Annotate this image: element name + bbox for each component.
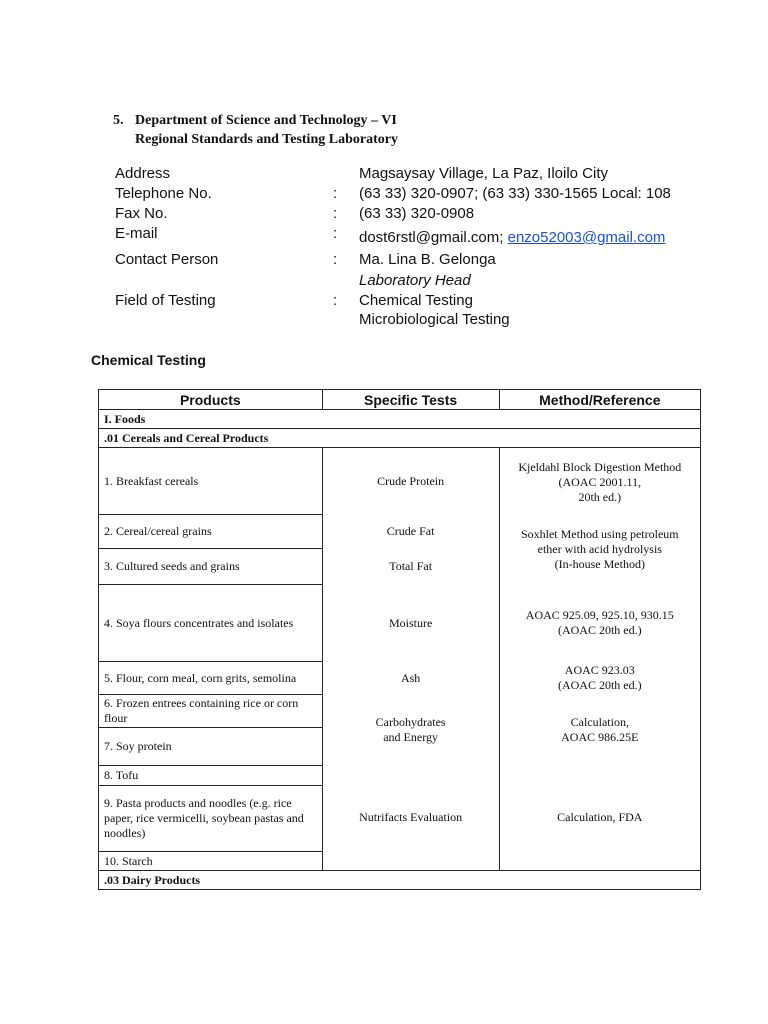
email-value (359, 229, 665, 246)
telephone-colon: : (333, 185, 338, 202)
field-label: Field of Testing (115, 292, 216, 309)
lab-heading (113, 111, 398, 149)
heading-line2: Regional Standards and Testing Laboratory (135, 132, 398, 147)
product-cell: 7. Soy protein (99, 728, 323, 766)
table-row (99, 766, 701, 786)
contact-name: Ma. Lina B. Gelonga (359, 251, 496, 268)
test-text: Total Fat (389, 559, 433, 573)
table-row (99, 662, 701, 695)
method-text: AOAC 925.09, 925.10, 930.15 (AOAC 20th ed.) (525, 608, 674, 637)
product-cell: 10. Starch (99, 852, 323, 871)
address-value: Magsaysay Village, La Paz, Iloilo City (359, 165, 609, 182)
product-cell: 6. Frozen entrees containing rice or corn flour (99, 695, 323, 728)
test-text: Crude Fat (386, 524, 435, 538)
heading-line1: Department of Science and Technology – VI (135, 113, 397, 128)
field-value-2: Microbiological Testing (359, 311, 510, 328)
test-text: Moisture (388, 615, 433, 630)
product-cell: 4. Soya flours concentrates and isolates (99, 585, 323, 662)
group-cereals: .01 Cereals and Cereal Products (99, 429, 701, 448)
fax-value: (63 33) 320-0908 (359, 205, 475, 222)
contact-colon: : (333, 251, 338, 268)
header-method-reference: Method/Reference (499, 390, 700, 410)
method-cell (499, 585, 700, 662)
method-cell (499, 515, 700, 585)
method-cell (499, 662, 700, 695)
table-row (99, 585, 701, 662)
test-cell (322, 448, 499, 515)
method-text: Calculation, FDA (557, 810, 643, 825)
test-text: Ash (400, 670, 421, 685)
test-text: Crude Protein (377, 473, 445, 488)
test-cell (322, 585, 499, 662)
contact-label: Contact Person (115, 251, 219, 268)
test-cell (322, 695, 499, 766)
table-row (99, 448, 701, 515)
address-label: Address (115, 165, 171, 182)
fax-colon: : (333, 205, 338, 222)
test-text: Nutrifacts Evaluation (359, 810, 463, 825)
header-specific-tests: Specific Tests (322, 390, 499, 410)
method-text: AOAC 923.03 (AOAC 20th ed.) (557, 663, 642, 692)
telephone-label: Telephone No. (115, 185, 212, 202)
product-cell: 5. Flour, corn meal, corn grits, semolina (99, 662, 323, 695)
section-title: Chemical Testing (91, 352, 206, 368)
fax-label: Fax No. (115, 205, 168, 222)
email-link[interactable]: enzo52003@gmail.com (507, 229, 666, 246)
test-cell (322, 662, 499, 695)
test-text: Carbohydrates and Energy (375, 715, 446, 744)
email-address-1: dost6rstl@gmail.com; (359, 229, 504, 246)
product-cell: 9. Pasta products and noodles (e.g. rice paper, rice vermicelli, soybean pastas and noodles) (99, 786, 323, 852)
test-cell (322, 515, 499, 549)
product-cell: 3. Cultured seeds and grains (99, 549, 323, 585)
method-text: Calculation, AOAC 986.25E (561, 715, 639, 744)
table-row (99, 515, 701, 549)
method-cell (499, 448, 700, 515)
method-text: Soxhlet Method using petroleum ether with acid hydrolysis (In-house Method) (520, 527, 679, 571)
product-cell: 2. Cereal/cereal grains (99, 515, 323, 549)
header-products: Products (99, 390, 323, 410)
test-cell (322, 549, 499, 585)
email-label: E-mail (115, 225, 158, 242)
email-colon: : (333, 225, 338, 242)
field-colon: : (333, 292, 338, 309)
test-cell (322, 766, 499, 871)
contact-title: Laboratory Head (359, 272, 471, 289)
telephone-value: (63 33) 320-0907; (63 33) 330-1565 Local: 108 (359, 185, 671, 202)
method-cell (499, 695, 700, 766)
product-cell: 1. Breakfast cereals (99, 448, 323, 515)
group-foods: I. Foods (99, 410, 701, 429)
group-dairy: .03 Dairy Products (99, 871, 701, 890)
table-row (99, 695, 701, 728)
method-cell (499, 766, 700, 871)
field-value-1: Chemical Testing (359, 292, 473, 309)
heading-number: 5. (113, 113, 124, 128)
testing-table (98, 389, 701, 890)
product-cell: 8. Tofu (99, 766, 323, 786)
table-header-row (99, 390, 701, 410)
method-text: Kjeldahl Block Digestion Method (AOAC 2001.11, 20th ed.) (518, 460, 682, 505)
